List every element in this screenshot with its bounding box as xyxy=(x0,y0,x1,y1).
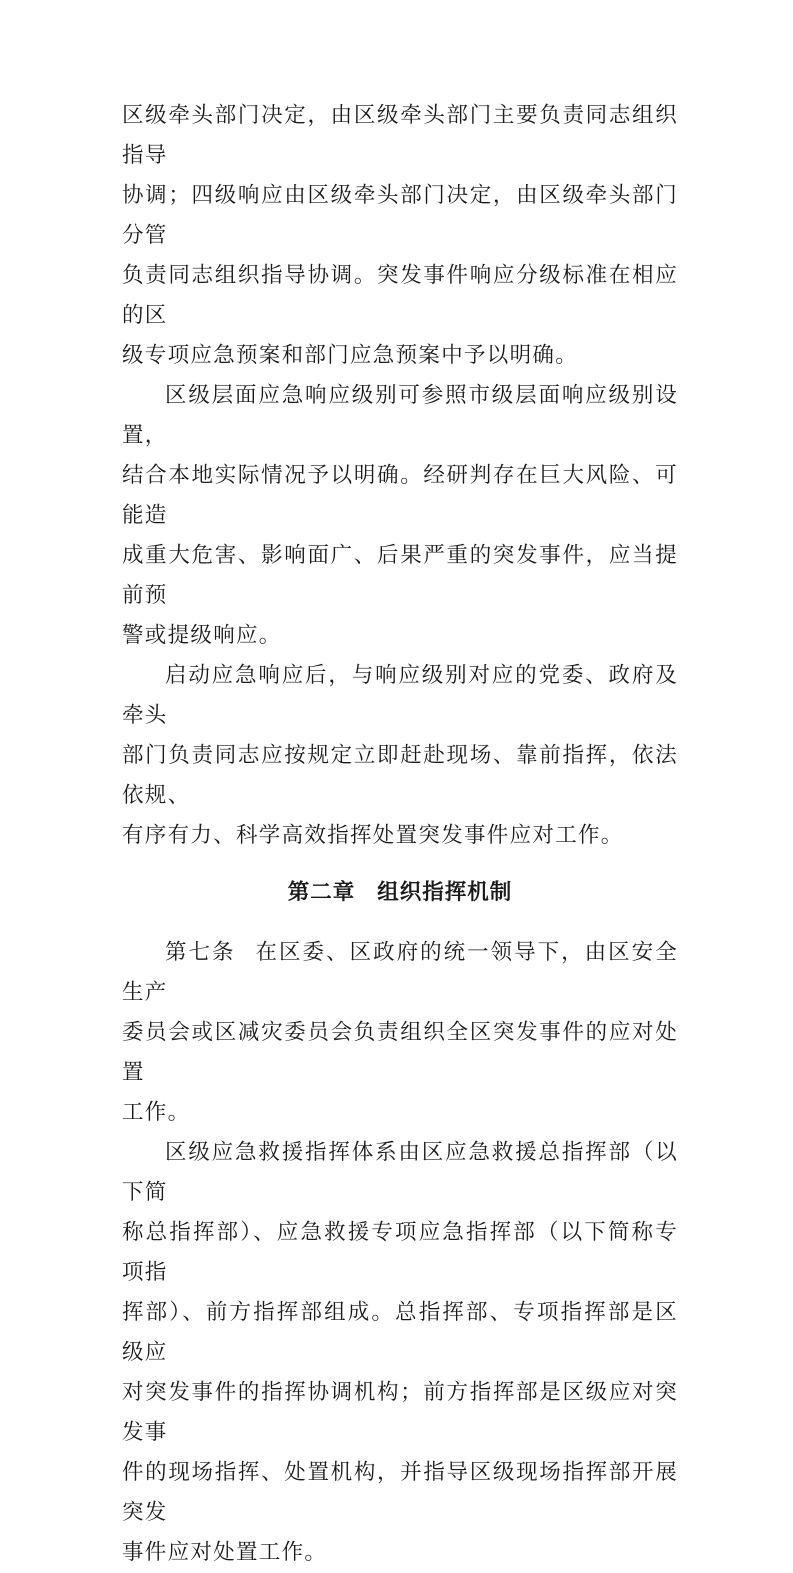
text-line: 负责同志组织指导协调。突发事件响应分级标准在相应的区 xyxy=(122,263,678,328)
text-line: 成重大危害、影响面广、后果严重的突发事件，应当提前预 xyxy=(122,543,678,608)
chapter-heading xyxy=(122,873,678,913)
text-line: 工作。 xyxy=(122,1100,191,1125)
document-body xyxy=(122,96,678,1573)
text-line: 区级应急救援指挥体系由区应急救援总指挥部（以下简 xyxy=(122,1140,678,1205)
text-line: 级专项应急预案和部门应急预案中予以明确。 xyxy=(122,343,579,368)
text-line: 结合本地实际情况予以明确。经研判存在巨大风险、可能造 xyxy=(122,463,678,528)
text-line: 区级层面应急响应级别可参照市级层面响应级别设置， xyxy=(122,383,678,448)
text-line: 有序有力、科学高效指挥处置突发事件应对工作。 xyxy=(122,823,624,848)
text-line: 对突发事件的指挥协调机构；前方指挥部是区级应对突发事 xyxy=(122,1380,678,1445)
text-line: 协调；四级响应由区级牵头部门决定，由区级牵头部门分管 xyxy=(122,183,678,248)
text-line: 区级牵头部门决定，由区级牵头部门主要负责同志组织指导 xyxy=(122,103,678,168)
text-line: 挥部）、前方指挥部组成。总指挥部、专项指挥部是区级应 xyxy=(122,1300,678,1365)
chapter-title: 组织指挥机制 xyxy=(377,880,513,905)
article-seven xyxy=(122,933,678,1133)
text-line: 委员会或区减灾委员会负责组织全区突发事件的应对处置 xyxy=(122,1020,678,1085)
paragraph-district-level-response xyxy=(122,376,678,656)
paragraph-response-activation xyxy=(122,656,678,856)
text-line: 称总指挥部）、应急救援专项应急指挥部（以下简称专项指 xyxy=(122,1220,678,1285)
text-line: 部门负责同志应按规定立即赶赴现场、靠前指挥，依法依规、 xyxy=(122,743,678,808)
paragraph-response-levels xyxy=(122,96,678,376)
text-line: 启动应急响应后，与响应级别对应的党委、政府及牵头 xyxy=(122,663,678,728)
text-line: 事件应对处置工作。 xyxy=(122,1540,328,1565)
text-line: 件的现场指挥、处置机构，并指导区级现场指挥部开展突发 xyxy=(122,1460,678,1525)
text-line xyxy=(122,933,678,1013)
paragraph-command-system xyxy=(122,1133,678,1573)
article-text: 在区委、区政府的统一领导下，由区安全生产 xyxy=(122,940,678,1005)
article-number: 第七条 xyxy=(165,940,236,965)
text-line: 警或提级响应。 xyxy=(122,623,282,648)
chapter-number: 第二章 xyxy=(287,880,356,905)
